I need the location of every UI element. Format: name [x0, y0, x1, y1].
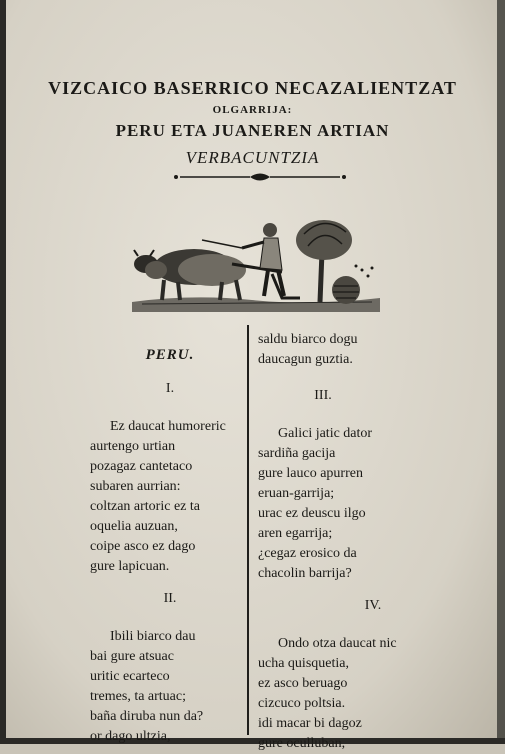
- stanza: [258, 424, 458, 584]
- verse-line: Galici jatic dator: [278, 426, 373, 441]
- verse-line: daucagun guztia.: [258, 352, 353, 367]
- farmer-ploughing-with-oxen-icon: [132, 212, 380, 316]
- stanza: [258, 634, 458, 754]
- verse-line: ¿cegaz erosico da: [258, 546, 357, 561]
- verse-line: ez asco beruago: [258, 676, 348, 691]
- verse-line: gure lapicuan.: [90, 559, 170, 574]
- genre-line: VERBACUNTZIA: [185, 148, 320, 167]
- verse-line: Ez daucat humoreric: [110, 419, 226, 434]
- stanza-numeral: I.: [165, 381, 175, 396]
- verse-line: or dago ultzia,: [90, 729, 171, 744]
- verse-line: baña diruba nun da?: [90, 709, 204, 724]
- ornament-rule-icon: [170, 170, 350, 184]
- verse-line: uritic ecarteco: [90, 669, 170, 684]
- stanza: [90, 417, 250, 577]
- verse-line: eruan-garrija;: [258, 486, 335, 501]
- verse-line: Ondo otza daucat nic: [278, 636, 397, 651]
- document-title: VIZCAICO BASERRICO NECAZALIENTZAT: [48, 78, 457, 98]
- speaker-heading: PERU.: [145, 347, 195, 363]
- right-column: [258, 330, 458, 754]
- stanza-numeral: II.: [163, 591, 177, 606]
- verse-line: sardiña gacija: [258, 446, 336, 461]
- verse-line: Ibili biarco dau: [110, 629, 196, 644]
- verse-line: subaren aurrian:: [90, 479, 181, 494]
- document-subtitle: OLGARRIJA:: [212, 104, 293, 116]
- participants-line: PERU ETA JUANEREN ARTIAN: [115, 121, 390, 140]
- verse-line: gure oculluban,: [258, 736, 346, 751]
- verse-line: coipe asco ez dago: [90, 539, 196, 554]
- verse-line: aren egarrija;: [258, 526, 333, 541]
- left-column: [90, 345, 250, 747]
- stanza-numeral: III.: [314, 388, 332, 403]
- stanza-numeral: IV.: [364, 598, 382, 613]
- verse-line: saldu biarco dogu: [258, 332, 358, 347]
- stanza: [90, 627, 250, 747]
- verse-line: ucha quisquetia,: [258, 656, 349, 671]
- verse-line: urac ez deuscu ilgo: [258, 506, 366, 521]
- verse-line: bai gure atsuac: [90, 649, 174, 664]
- verse-line: gure lauco apurren: [258, 466, 363, 481]
- verse-line: coltzan artoric ez ta: [90, 499, 200, 514]
- verse-line: cizcuco poltsia.: [258, 696, 346, 711]
- verse-line: tremes, ta artuac;: [90, 689, 187, 704]
- verse-line: idi macar bi dagoz: [258, 716, 362, 731]
- verse-line: aurtengo urtian: [90, 439, 176, 454]
- verse-line: pozagaz cantetaco: [90, 459, 193, 474]
- verse-line: oquelia auzuan,: [90, 519, 178, 534]
- verse-line: chacolin barrija?: [258, 566, 352, 581]
